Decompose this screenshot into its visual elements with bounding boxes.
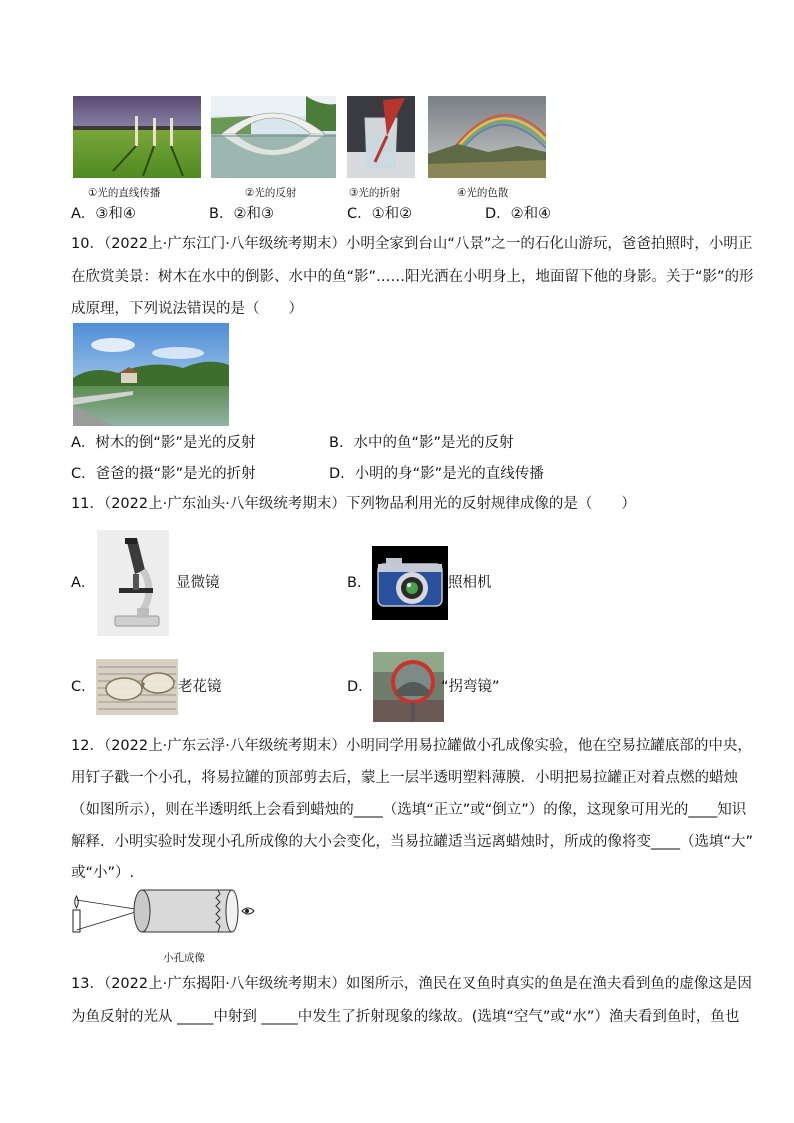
q11-option-b-letter[interactable]: B．: [347, 575, 372, 591]
caption-dispersion: ④光的色散: [457, 187, 509, 199]
photo-microscope: [97, 530, 169, 636]
q10-option-d[interactable]: D．小明的身“影”是光的直线传播: [329, 466, 544, 482]
q12-stem-line-5: 或“小”）.: [71, 865, 135, 881]
q11-option-a-label: 显微镜: [176, 575, 220, 591]
photo-pencil-in-glass-refraction: [347, 96, 415, 178]
photo-rainbow-landscape: [428, 96, 546, 178]
photo-reading-glasses: [96, 659, 178, 715]
q12-stem-line-3: （如图所示），则在半透明纸上会看到蜡烛的____（选填“正立”或“倒立”）的像，这现象可用光的____知识: [71, 802, 747, 818]
q10-option-a[interactable]: A．树木的倒“影”是光的反射: [71, 435, 256, 451]
pinhole-camera-diagram: [70, 882, 260, 940]
q13-stem-line-1: 13．（2022上·广东揭阳·八年级统考期末）如图所示，渔民在叉鱼时真实的鱼是在渔夫看到鱼的虚像这是因: [71, 976, 752, 992]
q11-option-a-letter[interactable]: A．: [71, 575, 96, 591]
photo-lake-pavilion-reflection: [73, 323, 229, 426]
photo-camera: [372, 546, 448, 620]
q12-stem-line-2: 用钉子戳一个小孔，将易拉罐的顶部剪去后，蒙上一层半透明塑料薄膜．小明把易拉罐正对着点燃的蜡烛: [71, 770, 738, 786]
q11-stem: 11．（2022上·广东汕头·八年级统考期末）下列物品利用光的反射规律成像的是（ ）: [71, 496, 636, 512]
photo-convex-corner-mirror: [373, 652, 444, 722]
q9-option-c[interactable]: C．①和②: [347, 206, 413, 222]
caption-refraction: ③光的折射: [349, 187, 401, 199]
q10-stem-line-3: 成原理，下列说法错误的是（ ）: [71, 301, 303, 317]
q13-stem-line-2: 为鱼反射的光从 _____中射到 _____中发生了折射现象的缘故。(选填“空气”或“水”）渔夫看到鱼时，鱼也: [71, 1009, 740, 1025]
q12-stem-line-4: 解释．小明实验时发现小孔所成像的大小会变化，当易拉罐适当远离蜡烛时，所成的像将变____（选填“大”: [71, 834, 754, 850]
q9-option-a[interactable]: A．③和④: [71, 206, 136, 222]
q11-option-d-letter[interactable]: D．: [347, 679, 373, 695]
q11-option-c-letter[interactable]: C．: [71, 679, 96, 695]
q11-option-d-label: “拐弯镜”: [441, 679, 500, 695]
caption-reflection: ②光的反射: [245, 187, 297, 199]
photo-football-field-shadows: [73, 96, 201, 178]
q9-option-d[interactable]: D．②和④: [485, 206, 552, 222]
q10-stem-line-1: 10．（2022上·广东江门·八年级统考期末）小明全家到台山“八景”之一的石化山游玩，爸爸拍照时，小明正: [71, 236, 753, 252]
q10-option-c[interactable]: C．爸爸的摄“影”是光的折射: [71, 466, 256, 482]
q12-stem-line-1: 12．（2022上·广东云浮·八年级统考期末）小明同学用易拉罐做小孔成像实验，他在空易拉罐底部的中央，: [71, 738, 752, 754]
pinhole-figure-caption: 小孔成像: [163, 952, 205, 964]
caption-straight-line: ①光的直线传播: [88, 187, 161, 199]
photo-arch-bridge-reflection: [211, 96, 336, 178]
q9-option-b[interactable]: B．②和③: [209, 206, 274, 222]
q11-option-c-label: 老花镜: [178, 679, 222, 695]
q10-option-b[interactable]: B．水中的鱼“影”是光的反射: [329, 435, 514, 451]
q10-stem-line-2: 在欣赏美景：树木在水中的倒影、水中的鱼“影”……阳光洒在小明身上，地面留下他的身影。关于“影”的形: [71, 269, 754, 285]
q11-option-b-label: 照相机: [448, 575, 492, 591]
